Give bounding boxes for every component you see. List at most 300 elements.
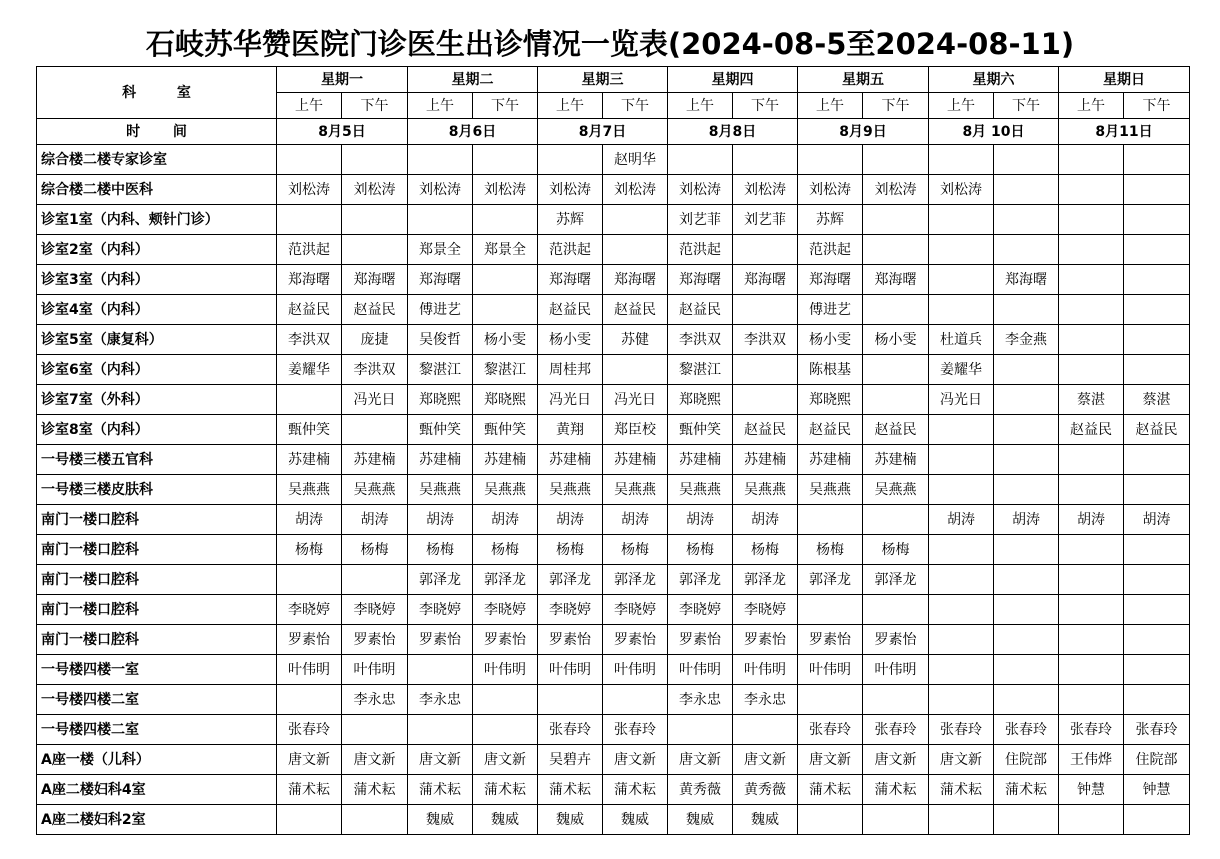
doctor-cell <box>408 205 473 235</box>
doctor-cell <box>798 595 863 625</box>
doctor-cell: 李洪双 <box>733 325 798 355</box>
doctor-cell: 黎湛江 <box>473 355 538 385</box>
doctor-cell <box>1124 295 1190 325</box>
department-name: 诊室3室（内科） <box>37 265 277 295</box>
doctor-cell: 李洪双 <box>668 325 733 355</box>
doctor-cell: 胡涛 <box>733 505 798 535</box>
doctor-cell: 李永忠 <box>668 685 733 715</box>
date-header: 8月5日 <box>277 119 408 145</box>
doctor-cell <box>342 715 408 745</box>
doctor-cell: 张春玲 <box>1124 715 1190 745</box>
doctor-cell: 苏辉 <box>798 205 863 235</box>
table-row <box>37 505 1190 535</box>
date-header: 8月11日 <box>1059 119 1190 145</box>
doctor-cell: 李晓婷 <box>342 595 408 625</box>
doctor-cell: 苏建楠 <box>408 445 473 475</box>
doctor-cell: 刘松涛 <box>863 175 929 205</box>
doctor-cell: 杨小雯 <box>798 325 863 355</box>
doctor-cell: 郭泽龙 <box>603 565 668 595</box>
doctor-cell <box>994 145 1059 175</box>
table-row <box>37 805 1190 835</box>
date-header: 8月9日 <box>798 119 929 145</box>
table-row <box>37 295 1190 325</box>
doctor-cell: 赵益民 <box>277 295 342 325</box>
department-name: 诊室4室（内科） <box>37 295 277 325</box>
doctor-cell <box>994 205 1059 235</box>
weekday-header: 星期三 <box>538 67 668 93</box>
doctor-cell: 罗素怡 <box>733 625 798 655</box>
doctor-cell <box>1124 805 1190 835</box>
table-row <box>37 175 1190 205</box>
doctor-cell <box>668 715 733 745</box>
doctor-cell: 杨小雯 <box>473 325 538 355</box>
afternoon-header: 下午 <box>473 93 538 119</box>
weekday-header: 星期五 <box>798 67 929 93</box>
department-name: A座二楼妇科4室 <box>37 775 277 805</box>
doctor-cell: 苏建楠 <box>863 445 929 475</box>
doctor-cell <box>863 355 929 385</box>
doctor-cell: 赵益民 <box>1059 415 1124 445</box>
morning-header: 上午 <box>277 93 342 119</box>
doctor-cell <box>342 565 408 595</box>
doctor-cell: 蒲术耘 <box>277 775 342 805</box>
doctor-cell <box>277 685 342 715</box>
doctor-cell <box>929 445 994 475</box>
doctor-cell: 唐文新 <box>473 745 538 775</box>
doctor-cell <box>733 295 798 325</box>
doctor-cell: 刘松涛 <box>668 175 733 205</box>
doctor-cell <box>473 715 538 745</box>
morning-header: 上午 <box>408 93 473 119</box>
doctor-cell: 郑海曙 <box>408 265 473 295</box>
morning-header: 上午 <box>798 93 863 119</box>
department-name: 南门一楼口腔科 <box>37 505 277 535</box>
doctor-cell <box>863 385 929 415</box>
doctor-cell: 吴燕燕 <box>798 475 863 505</box>
doctor-cell: 张春玲 <box>1059 715 1124 745</box>
doctor-cell: 苏健 <box>603 325 668 355</box>
doctor-cell: 刘松涛 <box>798 175 863 205</box>
doctor-cell <box>863 685 929 715</box>
doctor-cell <box>408 145 473 175</box>
doctor-cell <box>473 145 538 175</box>
doctor-cell: 蒲术耘 <box>863 775 929 805</box>
doctor-cell: 甄仲笑 <box>473 415 538 445</box>
doctor-cell: 郑景全 <box>408 235 473 265</box>
schedule-body <box>37 145 1190 835</box>
doctor-cell <box>994 625 1059 655</box>
doctor-cell: 唐文新 <box>408 745 473 775</box>
doctor-cell: 赵益民 <box>668 295 733 325</box>
department-name: 一号楼四楼一室 <box>37 655 277 685</box>
doctor-cell <box>1124 175 1190 205</box>
doctor-cell: 蒲术耘 <box>408 775 473 805</box>
doctor-cell <box>863 235 929 265</box>
doctor-cell: 吴燕燕 <box>668 475 733 505</box>
doctor-cell: 刘松涛 <box>929 175 994 205</box>
doctor-cell: 唐文新 <box>342 745 408 775</box>
doctor-cell: 杨梅 <box>668 535 733 565</box>
doctor-cell: 范洪起 <box>538 235 603 265</box>
doctor-cell <box>277 565 342 595</box>
doctor-cell: 胡涛 <box>994 505 1059 535</box>
doctor-cell: 张春玲 <box>277 715 342 745</box>
doctor-cell: 郭泽龙 <box>473 565 538 595</box>
doctor-cell: 王伟烨 <box>1059 745 1124 775</box>
morning-header: 上午 <box>929 93 994 119</box>
doctor-cell <box>473 685 538 715</box>
table-row <box>37 415 1190 445</box>
doctor-cell: 罗素怡 <box>668 625 733 655</box>
doctor-cell: 唐文新 <box>668 745 733 775</box>
doctor-cell: 范洪起 <box>798 235 863 265</box>
table-row <box>37 445 1190 475</box>
doctor-cell: 魏威 <box>408 805 473 835</box>
doctor-cell: 张春玲 <box>538 715 603 745</box>
doctor-cell: 叶伟明 <box>342 655 408 685</box>
doctor-cell: 李金燕 <box>994 325 1059 355</box>
doctor-cell: 罗素怡 <box>342 625 408 655</box>
doctor-cell: 杨小雯 <box>863 325 929 355</box>
doctor-cell <box>473 295 538 325</box>
document-title: 石岐苏华赞医院门诊医生出诊情况一览表(2024-08-5至2024-08-11) <box>145 27 1075 61</box>
doctor-cell: 蔡湛 <box>1124 385 1190 415</box>
doctor-cell: 赵益民 <box>603 295 668 325</box>
doctor-cell: 吴燕燕 <box>863 475 929 505</box>
doctor-cell <box>277 205 342 235</box>
table-row <box>37 535 1190 565</box>
doctor-cell <box>863 595 929 625</box>
weekday-header: 星期一 <box>277 67 408 93</box>
afternoon-header: 下午 <box>342 93 408 119</box>
afternoon-header: 下午 <box>863 93 929 119</box>
doctor-cell <box>408 655 473 685</box>
doctor-cell: 钟慧 <box>1124 775 1190 805</box>
doctor-cell: 张春玲 <box>863 715 929 745</box>
doctor-cell: 李晓婷 <box>473 595 538 625</box>
doctor-cell: 魏威 <box>733 805 798 835</box>
table-row <box>37 595 1190 625</box>
table-row <box>37 625 1190 655</box>
doctor-cell: 蒲术耘 <box>342 775 408 805</box>
doctor-cell <box>929 205 994 235</box>
doctor-cell: 吴燕燕 <box>277 475 342 505</box>
doctor-cell: 刘松涛 <box>277 175 342 205</box>
doctor-cell <box>603 685 668 715</box>
doctor-cell <box>863 805 929 835</box>
doctor-cell: 李洪双 <box>342 355 408 385</box>
doctor-cell: 住院部 <box>1124 745 1190 775</box>
doctor-cell <box>798 145 863 175</box>
doctor-cell <box>408 715 473 745</box>
morning-header: 上午 <box>668 93 733 119</box>
doctor-cell <box>1059 355 1124 385</box>
doctor-cell: 郭泽龙 <box>538 565 603 595</box>
department-name: 一号楼四楼二室 <box>37 715 277 745</box>
doctor-cell: 冯光日 <box>603 385 668 415</box>
doctor-cell: 甄仲笑 <box>668 415 733 445</box>
doctor-cell: 赵益民 <box>798 415 863 445</box>
date-header: 8月6日 <box>408 119 538 145</box>
doctor-cell: 胡涛 <box>603 505 668 535</box>
doctor-cell: 傅进艺 <box>408 295 473 325</box>
doctor-cell: 李晓婷 <box>668 595 733 625</box>
doctor-cell: 冯光日 <box>929 385 994 415</box>
date-header: 8月 10日 <box>929 119 1059 145</box>
doctor-cell <box>863 505 929 535</box>
doctor-cell <box>994 385 1059 415</box>
doctor-cell: 叶伟明 <box>863 655 929 685</box>
doctor-cell: 胡涛 <box>473 505 538 535</box>
doctor-cell: 郑晓熙 <box>408 385 473 415</box>
doctor-cell: 赵益民 <box>342 295 408 325</box>
doctor-cell <box>733 145 798 175</box>
doctor-cell: 蒲术耘 <box>798 775 863 805</box>
department-name: 南门一楼口腔科 <box>37 625 277 655</box>
doctor-cell: 刘松涛 <box>473 175 538 205</box>
doctor-cell: 杨梅 <box>603 535 668 565</box>
doctor-cell <box>929 595 994 625</box>
doctor-cell: 蔡湛 <box>1059 385 1124 415</box>
doctor-cell: 唐文新 <box>733 745 798 775</box>
doctor-cell: 冯光日 <box>342 385 408 415</box>
doctor-cell: 吴俊哲 <box>408 325 473 355</box>
doctor-cell: 杨梅 <box>863 535 929 565</box>
doctor-cell: 苏建楠 <box>342 445 408 475</box>
doctor-cell: 胡涛 <box>929 505 994 535</box>
doctor-cell: 张春玲 <box>929 715 994 745</box>
doctor-cell: 吴燕燕 <box>342 475 408 505</box>
doctor-cell: 杨小雯 <box>538 325 603 355</box>
doctor-cell <box>538 145 603 175</box>
doctor-cell <box>473 265 538 295</box>
doctor-cell <box>994 655 1059 685</box>
table-row <box>37 325 1190 355</box>
doctor-cell <box>1059 595 1124 625</box>
doctor-cell <box>994 595 1059 625</box>
doctor-cell <box>798 805 863 835</box>
doctor-cell: 苏建楠 <box>798 445 863 475</box>
doctor-cell <box>733 235 798 265</box>
doctor-cell <box>1059 445 1124 475</box>
doctor-cell: 叶伟明 <box>473 655 538 685</box>
doctor-cell: 苏建楠 <box>473 445 538 475</box>
department-name: 综合楼二楼中医科 <box>37 175 277 205</box>
doctor-cell: 杨梅 <box>277 535 342 565</box>
doctor-cell: 杨梅 <box>473 535 538 565</box>
doctor-cell: 李晓婷 <box>277 595 342 625</box>
doctor-cell <box>342 235 408 265</box>
department-name: 诊室2室（内科） <box>37 235 277 265</box>
doctor-cell: 罗素怡 <box>277 625 342 655</box>
doctor-cell: 住院部 <box>994 745 1059 775</box>
doctor-cell <box>994 295 1059 325</box>
time-header: 时 间 <box>37 119 277 145</box>
table-row <box>37 775 1190 805</box>
doctor-cell <box>603 235 668 265</box>
date-header: 8月8日 <box>668 119 798 145</box>
weekday-header: 星期六 <box>929 67 1059 93</box>
doctor-cell <box>929 475 994 505</box>
doctor-cell: 胡涛 <box>277 505 342 535</box>
doctor-cell: 罗素怡 <box>408 625 473 655</box>
doctor-cell <box>798 505 863 535</box>
doctor-cell <box>1059 565 1124 595</box>
doctor-cell <box>1059 145 1124 175</box>
doctor-cell: 郭泽龙 <box>798 565 863 595</box>
weekday-header: 星期四 <box>668 67 798 93</box>
doctor-cell: 吴燕燕 <box>538 475 603 505</box>
doctor-cell: 郑晓熙 <box>473 385 538 415</box>
doctor-cell: 杨梅 <box>538 535 603 565</box>
doctor-cell <box>1059 805 1124 835</box>
doctor-cell: 黄秀薇 <box>733 775 798 805</box>
doctor-cell <box>1124 205 1190 235</box>
doctor-cell: 赵益民 <box>1124 415 1190 445</box>
doctor-cell: 钟慧 <box>1059 775 1124 805</box>
doctor-cell: 赵明华 <box>603 145 668 175</box>
doctor-cell: 姜耀华 <box>277 355 342 385</box>
doctor-cell: 郭泽龙 <box>863 565 929 595</box>
doctor-cell <box>994 445 1059 475</box>
doctor-cell: 周桂邦 <box>538 355 603 385</box>
doctor-cell: 郑海曙 <box>798 265 863 295</box>
doctor-cell: 唐文新 <box>603 745 668 775</box>
doctor-cell: 叶伟明 <box>668 655 733 685</box>
doctor-cell: 魏威 <box>603 805 668 835</box>
doctor-cell <box>1124 595 1190 625</box>
doctor-cell <box>1124 535 1190 565</box>
doctor-cell: 郑海曙 <box>603 265 668 295</box>
doctor-cell: 唐文新 <box>277 745 342 775</box>
doctor-cell: 傅进艺 <box>798 295 863 325</box>
doctor-cell: 叶伟明 <box>733 655 798 685</box>
doctor-cell: 蒲术耘 <box>929 775 994 805</box>
doctor-cell <box>342 805 408 835</box>
doctor-cell <box>929 565 994 595</box>
doctor-cell: 郭泽龙 <box>668 565 733 595</box>
doctor-cell <box>863 295 929 325</box>
doctor-cell: 郑海曙 <box>668 265 733 295</box>
doctor-cell <box>1059 295 1124 325</box>
morning-header: 上午 <box>538 93 603 119</box>
doctor-cell: 吴碧卉 <box>538 745 603 775</box>
doctor-cell <box>994 235 1059 265</box>
morning-header: 上午 <box>1059 93 1124 119</box>
doctor-cell: 郑海曙 <box>994 265 1059 295</box>
doctor-cell: 苏辉 <box>538 205 603 235</box>
doctor-cell: 冯光日 <box>538 385 603 415</box>
doctor-cell: 苏建楠 <box>277 445 342 475</box>
doctor-cell: 唐文新 <box>929 745 994 775</box>
doctor-cell: 郑海曙 <box>863 265 929 295</box>
department-name: 南门一楼口腔科 <box>37 535 277 565</box>
doctor-cell <box>1124 235 1190 265</box>
doctor-cell <box>277 805 342 835</box>
doctor-cell <box>994 475 1059 505</box>
schedule-table <box>36 66 1190 835</box>
doctor-cell: 刘艺菲 <box>733 205 798 235</box>
department-name: 南门一楼口腔科 <box>37 595 277 625</box>
doctor-cell: 黄翔 <box>538 415 603 445</box>
doctor-cell: 刘松涛 <box>408 175 473 205</box>
doctor-cell: 罗素怡 <box>603 625 668 655</box>
doctor-cell <box>603 205 668 235</box>
doctor-cell <box>863 205 929 235</box>
doctor-cell <box>929 625 994 655</box>
doctor-cell: 苏建楠 <box>733 445 798 475</box>
doctor-cell: 黎湛江 <box>408 355 473 385</box>
table-row <box>37 145 1190 175</box>
date-header-row <box>37 119 1190 145</box>
table-row <box>37 355 1190 385</box>
doctor-cell <box>1059 475 1124 505</box>
doctor-cell: 郑海曙 <box>277 265 342 295</box>
doctor-cell <box>1124 625 1190 655</box>
doctor-cell <box>1124 325 1190 355</box>
department-name: A座一楼（儿科） <box>37 745 277 775</box>
doctor-cell: 郑景全 <box>473 235 538 265</box>
doctor-cell <box>1124 685 1190 715</box>
doctor-cell: 郭泽龙 <box>408 565 473 595</box>
doctor-cell: 蒲术耘 <box>603 775 668 805</box>
doctor-cell <box>733 715 798 745</box>
doctor-cell <box>342 145 408 175</box>
department-header: 科 室 <box>37 67 277 119</box>
doctor-cell: 罗素怡 <box>863 625 929 655</box>
doctor-cell <box>1059 235 1124 265</box>
doctor-cell: 苏建楠 <box>603 445 668 475</box>
doctor-cell: 甄仲笑 <box>277 415 342 445</box>
doctor-cell: 胡涛 <box>1059 505 1124 535</box>
afternoon-header: 下午 <box>603 93 668 119</box>
afternoon-header: 下午 <box>994 93 1059 119</box>
department-name: 诊室7室（外科） <box>37 385 277 415</box>
doctor-cell: 张春玲 <box>994 715 1059 745</box>
doctor-cell: 李晓婷 <box>603 595 668 625</box>
doctor-cell <box>277 385 342 415</box>
doctor-cell: 范洪起 <box>668 235 733 265</box>
table-row <box>37 475 1190 505</box>
table-row <box>37 745 1190 775</box>
doctor-cell: 郑海曙 <box>733 265 798 295</box>
doctor-cell <box>929 295 994 325</box>
doctor-cell <box>929 805 994 835</box>
date-header: 8月7日 <box>538 119 668 145</box>
doctor-cell: 苏建楠 <box>538 445 603 475</box>
department-name: 诊室5室（康复科） <box>37 325 277 355</box>
doctor-cell: 魏威 <box>473 805 538 835</box>
doctor-cell <box>538 685 603 715</box>
doctor-cell: 刘艺菲 <box>668 205 733 235</box>
doctor-cell: 唐文新 <box>863 745 929 775</box>
doctor-cell: 李永忠 <box>408 685 473 715</box>
doctor-cell <box>1124 475 1190 505</box>
table-row <box>37 655 1190 685</box>
department-name: 综合楼二楼专家诊室 <box>37 145 277 175</box>
doctor-cell: 胡涛 <box>538 505 603 535</box>
doctor-cell: 陈根基 <box>798 355 863 385</box>
doctor-cell: 郑海曙 <box>342 265 408 295</box>
department-name: 一号楼三楼皮肤科 <box>37 475 277 505</box>
table-row <box>37 565 1190 595</box>
doctor-cell: 郑海曙 <box>538 265 603 295</box>
doctor-cell: 叶伟明 <box>603 655 668 685</box>
doctor-cell: 罗素怡 <box>798 625 863 655</box>
doctor-cell: 胡涛 <box>342 505 408 535</box>
doctor-cell <box>1124 145 1190 175</box>
doctor-cell: 叶伟明 <box>538 655 603 685</box>
